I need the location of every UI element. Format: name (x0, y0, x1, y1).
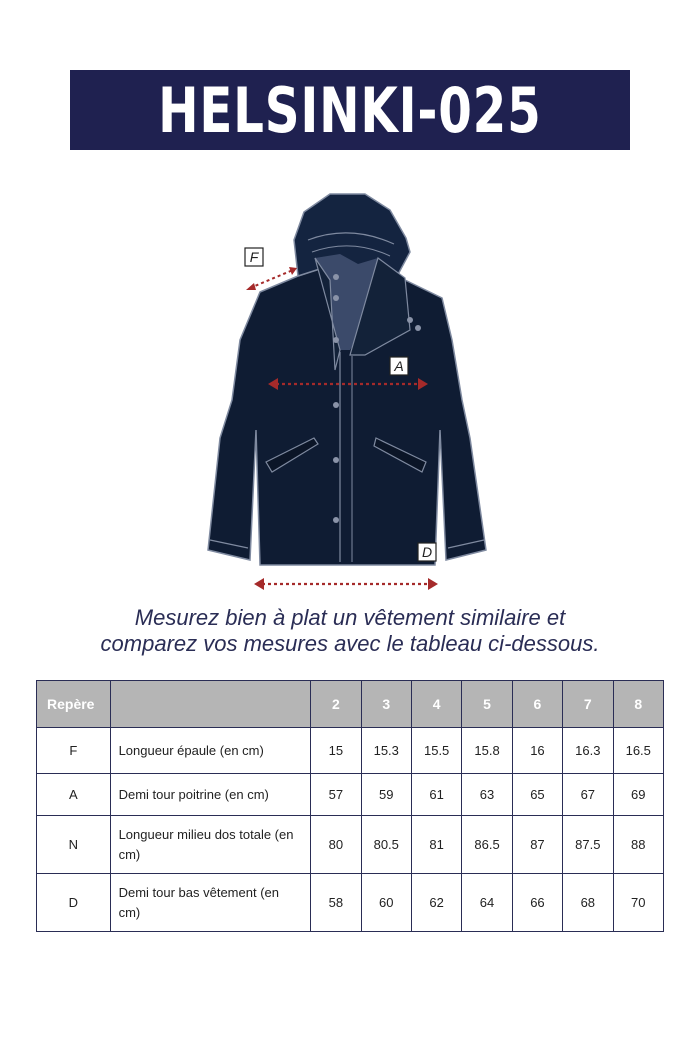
row-mark: F (37, 728, 111, 774)
row-value: 70 (613, 874, 663, 932)
product-title: HELSINKI-025 (158, 73, 542, 147)
row-mark: A (37, 774, 111, 816)
row-value: 88 (613, 816, 663, 874)
row-value: 80 (311, 816, 361, 874)
jacket-illustration (190, 180, 510, 600)
row-value: 87 (512, 816, 562, 874)
row-value: 16 (512, 728, 562, 774)
row-value: 67 (563, 774, 613, 816)
table-row (37, 774, 664, 816)
row-value: 64 (462, 874, 512, 932)
row-value: 16.3 (563, 728, 613, 774)
row-label: Longueur épaule (en cm) (110, 728, 311, 774)
instructions-line-1: Mesurez bien à plat un vêtement similaire et (134, 605, 566, 630)
instructions-line-2: comparez vos mesures avec le tableau ci-dessous. (100, 631, 600, 656)
measurement-instructions (40, 605, 660, 657)
row-value: 66 (512, 874, 562, 932)
marker-f-label: F (249, 249, 259, 265)
marker-a-label: A (394, 358, 404, 374)
row-value: 65 (512, 774, 562, 816)
header-size: 6 (512, 681, 562, 728)
row-value: 15.3 (361, 728, 411, 774)
header-size: 8 (613, 681, 663, 728)
row-value: 61 (411, 774, 461, 816)
row-value: 69 (613, 774, 663, 816)
header-label (110, 681, 311, 728)
header-size: 4 (411, 681, 461, 728)
row-value: 16.5 (613, 728, 663, 774)
size-table (36, 680, 664, 932)
row-value: 57 (311, 774, 361, 816)
row-value: 81 (411, 816, 461, 874)
row-value: 80.5 (361, 816, 411, 874)
row-value: 86.5 (462, 816, 512, 874)
header-size: 2 (311, 681, 361, 728)
table-row (37, 816, 664, 874)
row-value: 15 (311, 728, 361, 774)
row-value: 63 (462, 774, 512, 816)
row-value: 59 (361, 774, 411, 816)
row-value: 15.8 (462, 728, 512, 774)
row-value: 87.5 (563, 816, 613, 874)
row-value: 15.5 (411, 728, 461, 774)
header-mark: Repère (37, 681, 111, 728)
table-header-row (37, 681, 664, 728)
row-mark: N (37, 816, 111, 874)
row-label: Longueur milieu dos totale (en cm) (110, 816, 311, 874)
row-value: 60 (361, 874, 411, 932)
marker-d-label: D (421, 544, 433, 560)
header-size: 5 (462, 681, 512, 728)
table-row (37, 728, 664, 774)
row-value: 68 (563, 874, 613, 932)
row-label: Demi tour bas vêtement (en cm) (110, 874, 311, 932)
row-value: 62 (411, 874, 461, 932)
header-size: 7 (563, 681, 613, 728)
row-mark: D (37, 874, 111, 932)
row-label: Demi tour poitrine (en cm) (110, 774, 311, 816)
table-row (37, 874, 664, 932)
row-value: 58 (311, 874, 361, 932)
header-size: 3 (361, 681, 411, 728)
title-band (70, 70, 630, 150)
